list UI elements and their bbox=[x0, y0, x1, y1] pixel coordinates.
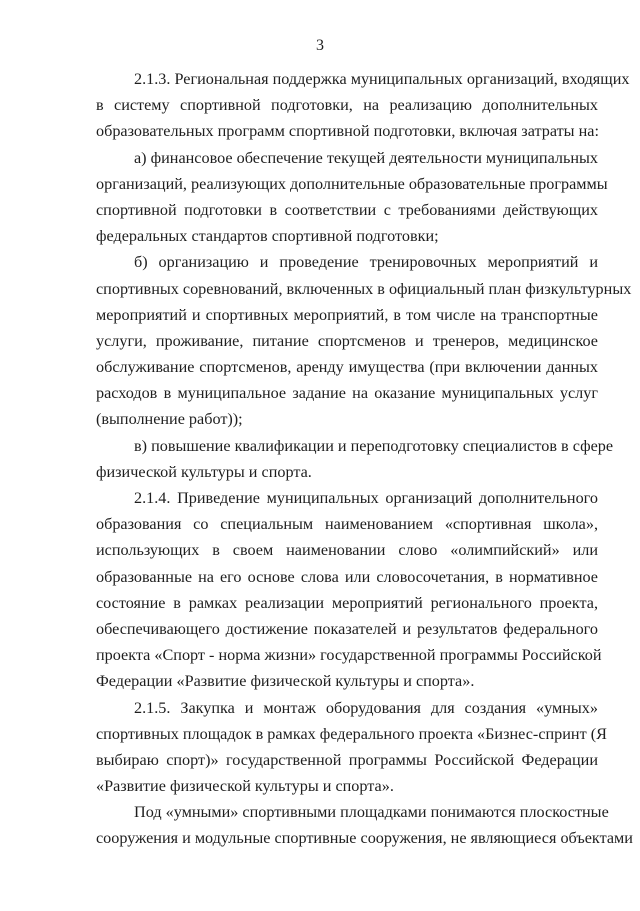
text-line: обеспечивающего достижение показателей и результатов федерального bbox=[96, 619, 598, 638]
text-line: образованные на его основе слова или словосочетания, в нормативное bbox=[96, 567, 598, 586]
text-line: б) организацию и проведение тренировочных мероприятий и bbox=[134, 253, 598, 272]
text-line: расходов в муниципальное задание на оказание муниципальных услуг bbox=[96, 384, 598, 403]
text-line: спортивных соревнований, включенных в официальный план физкультурных bbox=[96, 279, 632, 298]
paragraph-2-1-3-b bbox=[96, 249, 632, 432]
text-line: федеральных стандартов спортивной подготовки; bbox=[96, 227, 439, 246]
paragraph-2-1-3-a bbox=[96, 145, 608, 250]
text-line: образовательных программ спортивной подготовки, включая затраты на: bbox=[96, 122, 599, 141]
text-line: 2.1.3. Региональная поддержка муниципальных организаций, входящих bbox=[134, 70, 630, 88]
text-line: «Развитие физической культуры и спорта». bbox=[96, 777, 394, 796]
text-line: Федерации «Развитие физической культуры и спорта». bbox=[96, 672, 475, 691]
text-line: (выполнение работ)); bbox=[96, 410, 243, 429]
text-line: спортивной подготовки в соответствии с требованиями действующих bbox=[96, 200, 598, 219]
text-line: услуги, проживание, питание спортсменов и тренеров, медицинское bbox=[96, 331, 598, 350]
page-number: 3 bbox=[316, 37, 324, 54]
text-line: Под «умными» спортивными площадками понимаются плоскостные bbox=[134, 803, 609, 822]
text-line: проекта «Спорт - норма жизни» государственной программы Российской bbox=[96, 646, 602, 665]
text-line: 2.1.5. Закупка и монтаж оборудования для создания «умных» bbox=[134, 698, 598, 717]
text-line: спортивных площадок в рамках федерального проекта «Бизнес-спринт (Я bbox=[96, 724, 607, 743]
paragraph-2-1-5 bbox=[96, 695, 607, 800]
text-line: сооружения и модульные спортивные сооружения, не являющиеся объектами bbox=[96, 829, 633, 848]
text-line: состояние в рамках реализации мероприятий регионального проекта, bbox=[96, 593, 598, 612]
text-line: мероприятий и спортивных мероприятий, в том числе на транспортные bbox=[96, 305, 598, 324]
paragraph-2-1-3-v bbox=[96, 433, 614, 485]
paragraph-2-1-3 bbox=[96, 66, 630, 145]
text-line: организаций, реализующих дополнительные образовательные программы bbox=[96, 174, 608, 193]
document-body bbox=[96, 66, 633, 852]
text-line: в) повышение квалификации и переподготовку специалистов в сфере bbox=[134, 436, 614, 455]
text-line: обслуживание спортсменов, аренду имущества (при включении данных bbox=[96, 358, 598, 377]
text-line: а) финансовое обеспечение текущей деятельности муниципальных bbox=[134, 148, 598, 167]
text-line: использующих в своем наименовании слово «олимпийский» или bbox=[96, 541, 598, 560]
paragraph-2-1-4 bbox=[96, 485, 602, 695]
paragraph-smart-definition bbox=[96, 799, 633, 851]
text-line: в систему спортивной подготовки, на реализацию дополнительных bbox=[96, 96, 598, 115]
text-line: физической культуры и спорта. bbox=[96, 462, 312, 481]
text-line: образования со специальным наименованием «спортивная школа», bbox=[96, 515, 598, 534]
text-line: 2.1.4. Приведение муниципальных организаций дополнительного bbox=[134, 489, 598, 507]
text-line: выбираю спорт)» государственной программы Российской Федерации bbox=[96, 750, 598, 769]
